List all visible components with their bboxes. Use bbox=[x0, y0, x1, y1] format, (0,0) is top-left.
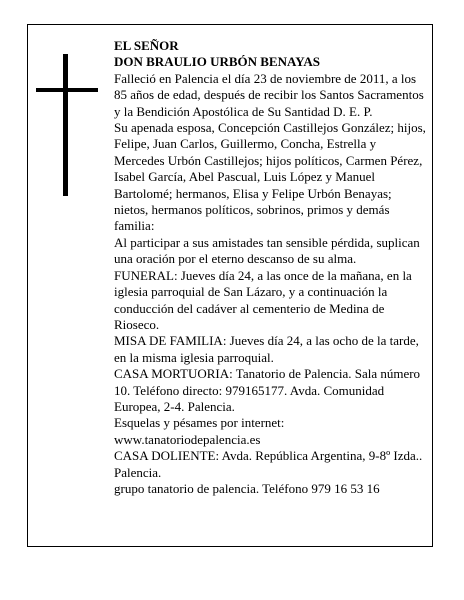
cross-horizontal-bar bbox=[36, 88, 98, 92]
cross-vertical-bar bbox=[63, 54, 68, 196]
cross-icon bbox=[36, 54, 98, 196]
family-mass-info: MISA DE FAMILIA: Jueves día 24, a las ocho de la tarde, en la misma iglesia parroquial. bbox=[114, 333, 419, 365]
obituary-text bbox=[114, 38, 428, 497]
funeral-home-info: CASA MORTUORIA: Tanatorio de Palencia. Sala número 10. Teléfono directo: 979165177. Avda. Comunidad Europea, 2-4. Palencia. bbox=[114, 366, 421, 414]
funeral-group-phone: grupo tanatorio de palencia. Teléfono 979 16 53 16 bbox=[114, 480, 380, 496]
funeral-info: FUNERAL: Jueves día 24, a las once de la mañana, en la iglesia parroquial de San Lázaro, y a continuación la conducción del cadáver al cementerio de Medina de Rioseco. bbox=[114, 267, 412, 332]
family-list: Su apenada esposa, Concepción Castillejos González; hijos, Felipe, Juan Carlos, Guillermo, Concha, Estrella y Mercedes Urbón Castillejos; hijos políticos, Carmen Pérez, Isabel García, Abel Pascual, Luis López y Manuel Bartolomé; hermanos, Elisa y Felipe Urbón Benayas; nietos, hermanos políticos, sobrinos, primos y demás familia: bbox=[114, 120, 426, 234]
death-announcement: Falleció en Palencia el día 23 de noviembre de 2011, a los 85 años de edad, después de recibir los Santos Sacramentos y la Bendición Apostólica de Su Santidad D. E. P. bbox=[114, 70, 424, 119]
family-address: CASA DOLIENTE: Avda. República Argentina, 9-8º Izda.. Palencia. bbox=[114, 448, 423, 480]
deceased-name: DON BRAULIO URBÓN BENAYAS bbox=[114, 54, 321, 70]
online-condolences: Esquelas y pésames por internet: www.tanatoriodepalencia.es bbox=[114, 415, 285, 447]
prayer-request: Al participar a sus amistades tan sensible pérdida, suplican una oración por el eterno descanso de su alma. bbox=[114, 234, 420, 267]
heading-title: EL SEÑOR bbox=[114, 38, 179, 53]
